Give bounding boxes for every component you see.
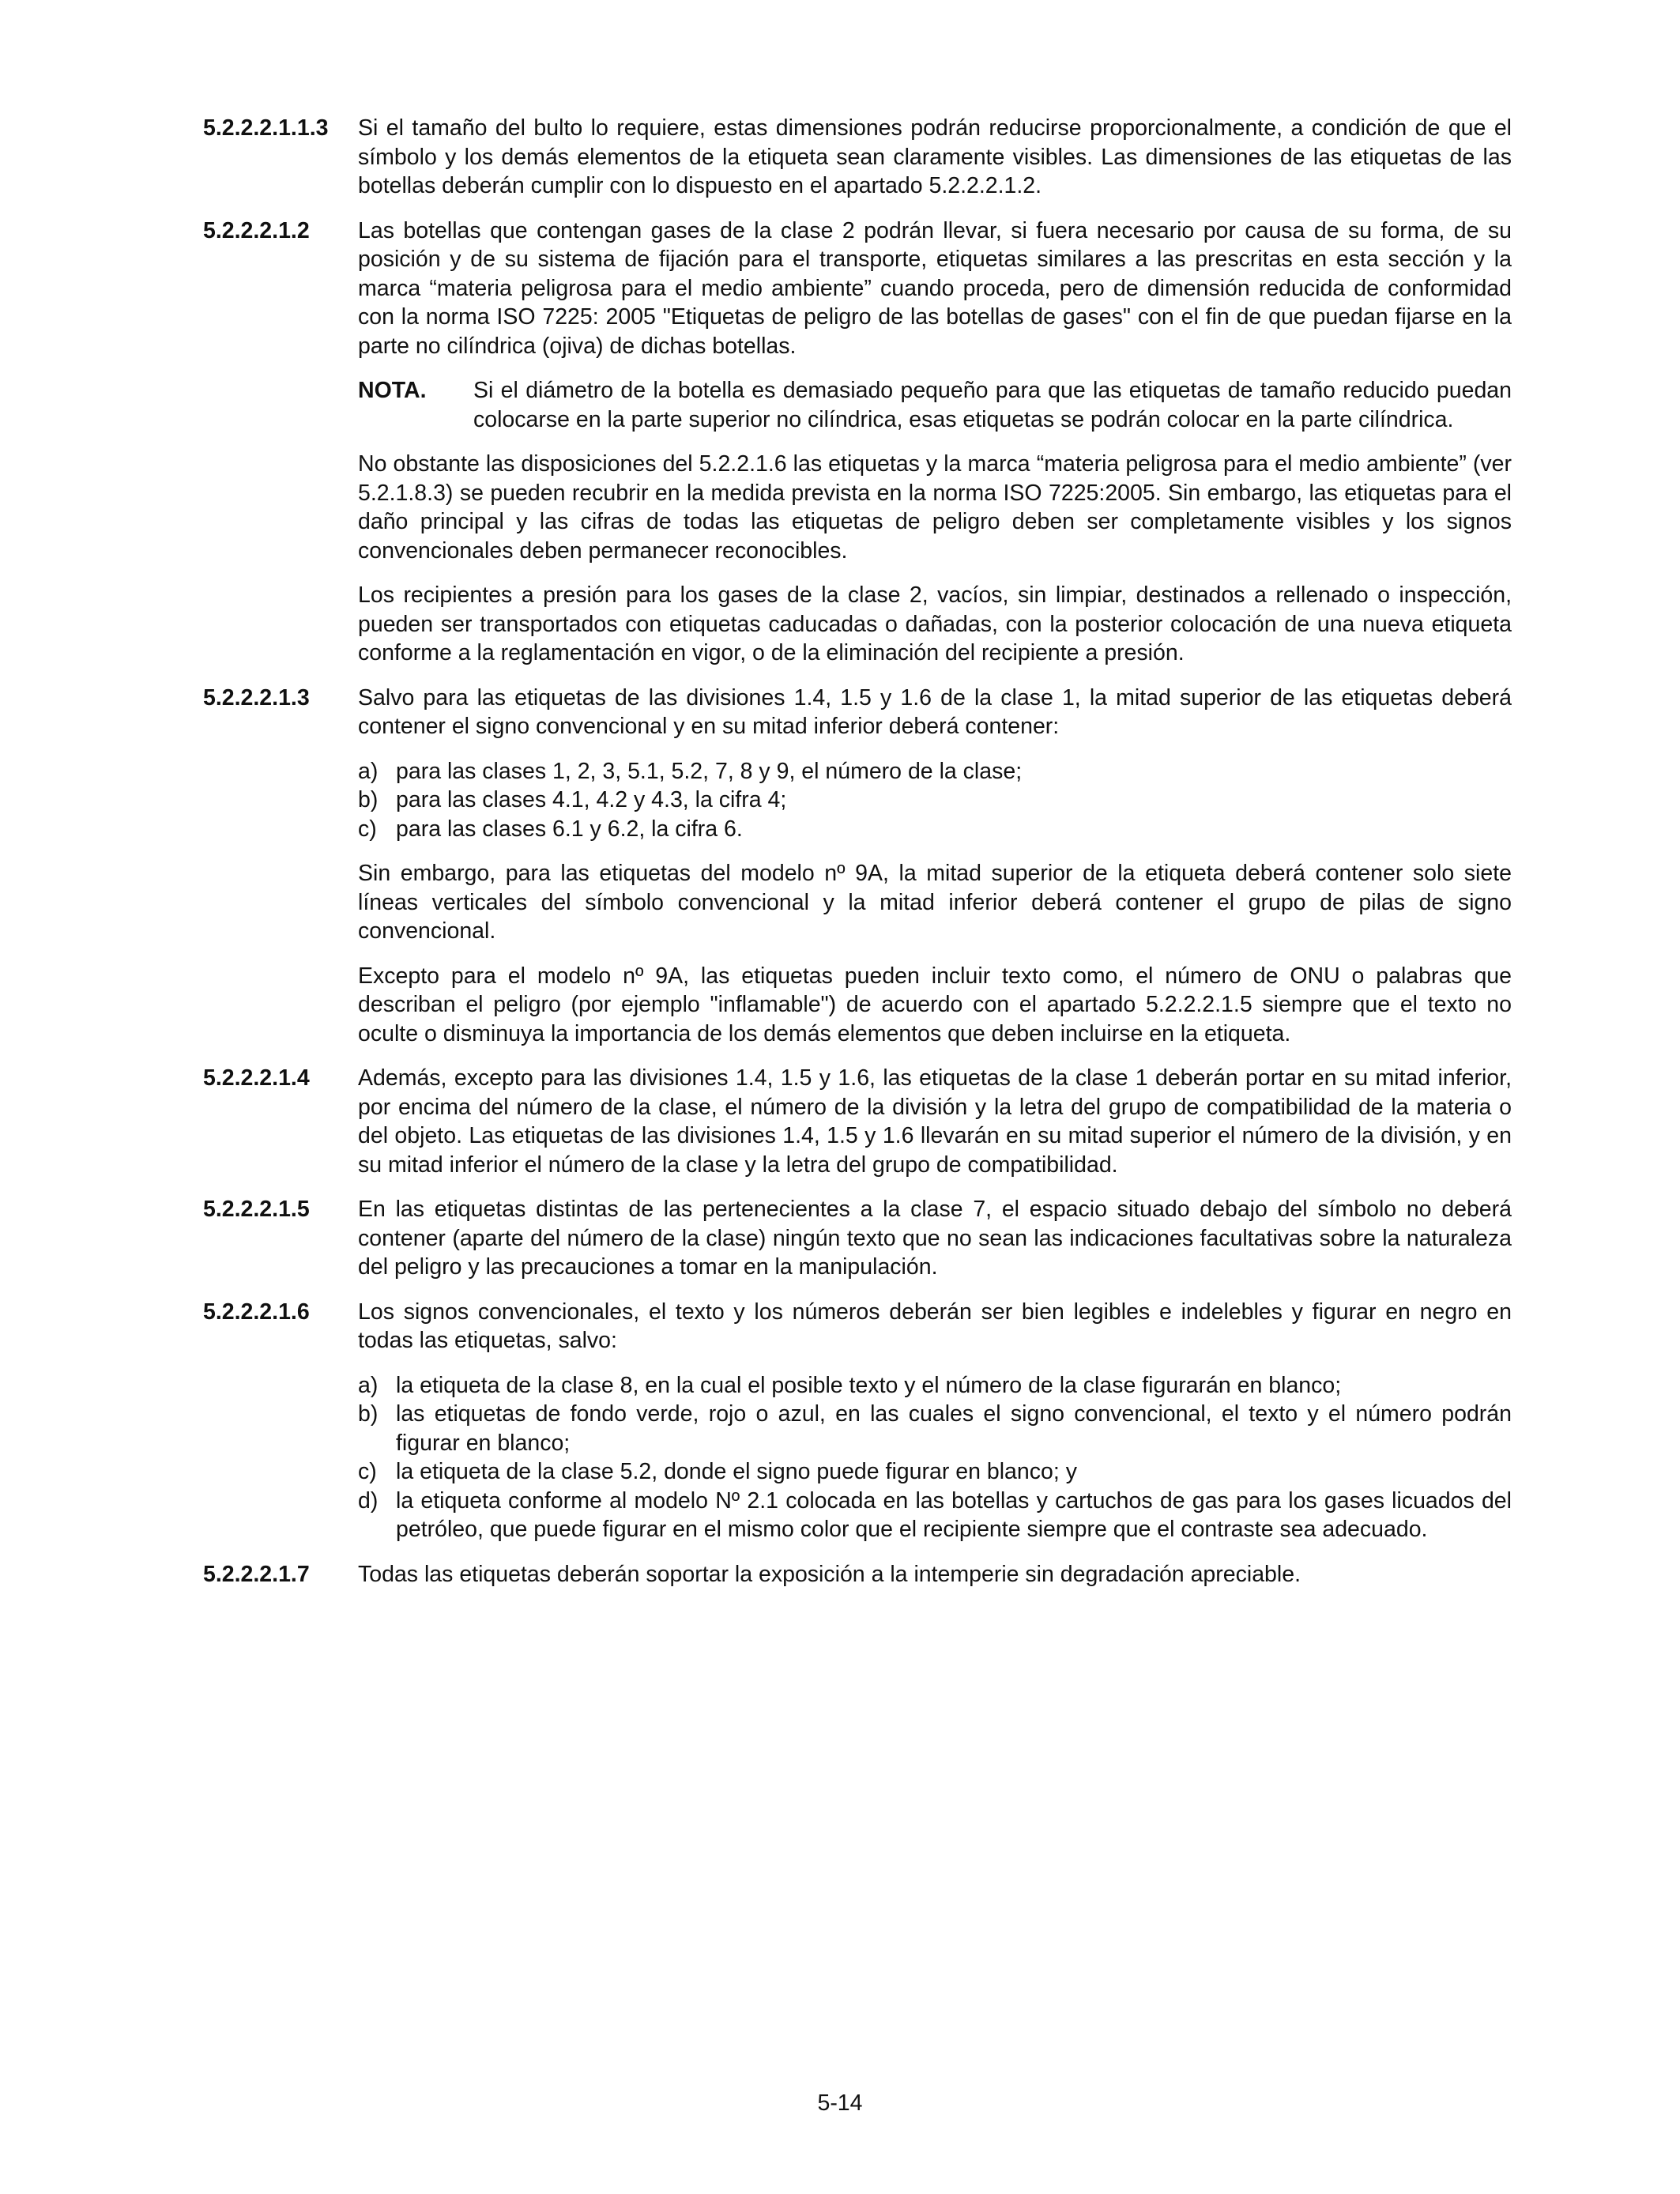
list-item — [358, 757, 1512, 786]
paragraph: Los signos convencionales, el texto y los números deberán ser bien legibles e indelebles y figurar en negro en todas las etiquetas, salvo: — [358, 1299, 1512, 1353]
paragraph: Salvo para las etiquetas de las divisiones 1.4, 1.5 y 1.6 de la clase 1, la mitad superior de las etiquetas deberá contener el signo convencional y en su mitad inferior deberá contener: — [358, 684, 1512, 739]
section-body — [358, 1064, 1512, 1179]
document-body — [203, 114, 1512, 1604]
paragraph: En las etiquetas distintas de las pertenecientes a la clase 7, el espacio situado debajo del símbolo no deberá contener (aparte del número de la clase) ningún texto que no sean las indicaciones facultativas sobre la naturaleza del peligro y las precauciones a tomar en la manipulación. — [358, 1197, 1512, 1280]
list-text: para las clases 1, 2, 3, 5.1, 5.2, 7, 8 y 9, el número de la clase; — [396, 758, 1023, 784]
paragraph: Los recipientes a presión para los gases de la clase 2, vacíos, sin limpiar, destinados a rellenado o inspección, pueden ser transportados con etiquetas caducadas o dañadas, con la posterior colocación de una nueva etiqueta conforme a la reglamentación en vigor, o de la eliminación del recipiente a presión. — [358, 582, 1512, 665]
section-5-2-2-2-1-4 — [203, 1064, 1512, 1179]
list-marker: d) — [358, 1487, 379, 1514]
section-number: 5.2.2.2.1.6 — [203, 1299, 310, 1325]
list-item — [358, 815, 1512, 844]
list-marker: b) — [358, 1401, 379, 1427]
paragraph: Todas las etiquetas deberán soportar la exposición a la intemperie sin degradación apreciable. — [358, 1561, 1301, 1587]
list — [358, 1371, 1512, 1544]
list-text: la etiqueta de la clase 5.2, donde el signo puede figurar en blanco; y — [396, 1459, 1077, 1484]
section-body — [358, 684, 1512, 1049]
list-text: las etiquetas de fondo verde, rojo o azul, en las cuales el signo convencional, el texto y el número podrán figurar en blanco; — [396, 1401, 1512, 1456]
section-body — [358, 1298, 1512, 1544]
list-marker: b) — [358, 787, 379, 812]
section-body — [358, 1560, 1512, 1589]
list-text: para las clases 4.1, 4.2 y 4.3, la cifra 4; — [396, 787, 787, 812]
section-5-2-2-2-1-6 — [203, 1298, 1512, 1544]
section-number: 5.2.2.2.1.1.3 — [203, 115, 329, 141]
section-number: 5.2.2.2.1.5 — [203, 1197, 310, 1222]
list-item — [358, 1400, 1512, 1457]
section-number: 5.2.2.2.1.7 — [203, 1561, 310, 1587]
paragraph: Excepto para el modelo nº 9A, las etiquetas pueden incluir texto como, el número de ONU o palabras que describan el peligro (por ejemplo "inflamable") de acuerdo con el apartado 5.2.2.2.1.5 siempre que el texto no oculte o disminuya la importancia de los demás elementos que deben incluirse en la etiqueta. — [358, 963, 1512, 1046]
list-text: la etiqueta de la clase 8, en la cual el posible texto y el número de la clase figurarán en blanco; — [396, 1372, 1342, 1398]
list-item — [358, 1487, 1512, 1544]
list-item — [358, 1457, 1512, 1487]
list-marker: a) — [358, 1372, 379, 1398]
section-5-2-2-2-1-2 — [203, 217, 1512, 668]
paragraph: Además, excepto para las divisiones 1.4, 1.5 y 1.6, las etiquetas de la clase 1 deberán portar en su mitad inferior, por encima del número de la clase, el número de la división y la letra del grupo de compatibilidad de la materia o del objeto. Las etiquetas de las divisiones 1.4, 1.5 y 1.6 llevarán en su mitad superior el número de la división, y en su mitad inferior el número de la clase y la letra del grupo de compatibilidad. — [358, 1065, 1512, 1178]
section-number: 5.2.2.2.1.4 — [203, 1065, 310, 1091]
section-body — [358, 114, 1512, 201]
section-number: 5.2.2.2.1.2 — [203, 217, 310, 243]
page-number: 5-14 — [817, 2090, 863, 2116]
paragraph: No obstante las disposiciones del 5.2.2.1.6 las etiquetas y la marca “materia peligrosa para el medio ambiente” (ver 5.2.1.8.3) se pueden recubrir en la medida prevista en la norma ISO 7225:2005. Sin embargo, las etiquetas para el daño principal y las cifras de todas las etiquetas de peligro deben ser completamente visibles y los signos convencionales deben permanecer reconocibles. — [358, 451, 1512, 564]
note-text: Si el diámetro de la botella es demasiado pequeño para que las etiquetas de tamaño reducido puedan colocarse en la parte superior no cilíndrica, esas etiquetas se podrán colocar en la parte cilíndrica. — [473, 378, 1512, 432]
list-item — [358, 1371, 1512, 1400]
section-number: 5.2.2.2.1.3 — [203, 684, 310, 711]
list-text: para las clases 6.1 y 6.2, la cifra 6. — [396, 816, 743, 842]
list-marker: a) — [358, 758, 379, 784]
note — [358, 376, 1512, 434]
section-5-2-2-2-1-1-3 — [203, 114, 1512, 201]
paragraph: Sin embargo, para las etiquetas del modelo nº 9A, la mitad superior de la etiqueta deberá contener solo siete líneas verticales del símbolo convencional y la mitad inferior deberá contener el grupo de pilas de signo convencional. — [358, 861, 1512, 944]
list — [358, 757, 1512, 844]
list-text: la etiqueta conforme al modelo Nº 2.1 colocada en las botellas y cartuchos de gas para los gases licuados del petróleo, que puede figurar en el mismo color que el recipiente siempre que el contraste sea adecuado. — [396, 1487, 1512, 1542]
list-item — [358, 786, 1512, 815]
section-5-2-2-2-1-3 — [203, 684, 1512, 1049]
section-5-2-2-2-1-7 — [203, 1560, 1512, 1589]
paragraph: Si el tamaño del bulto lo requiere, estas dimensiones podrán reducirse proporcionalmente, a condición de que el símbolo y los demás elementos de la etiqueta sean claramente visibles. Las dimensiones de las etiquetas de las botellas deberán cumplir con lo dispuesto en el apartado 5.2.2.2.1.2. — [358, 115, 1512, 198]
section-5-2-2-2-1-5 — [203, 1195, 1512, 1282]
list-marker: c) — [358, 1459, 377, 1484]
paragraph: Las botellas que contengan gases de la clase 2 podrán llevar, si fuera necesario por causa de su forma, de su posición y de su sistema de fijación para el transporte, etiquetas similares a las prescritas en esta sección y la marca “materia peligrosa para el medio ambiente” cuando proceda, pero de dimensión reducida de conformidad con la norma ISO 7225: 2005 "Etiquetas de peligro de las botellas de gases" con el fin de que puedan fijarse en la parte no cilíndrica (ojiva) de dichas botellas. — [358, 217, 1512, 359]
note-label: NOTA. — [358, 378, 427, 403]
list-marker: c) — [358, 816, 377, 842]
section-body — [358, 217, 1512, 668]
section-body — [358, 1195, 1512, 1282]
